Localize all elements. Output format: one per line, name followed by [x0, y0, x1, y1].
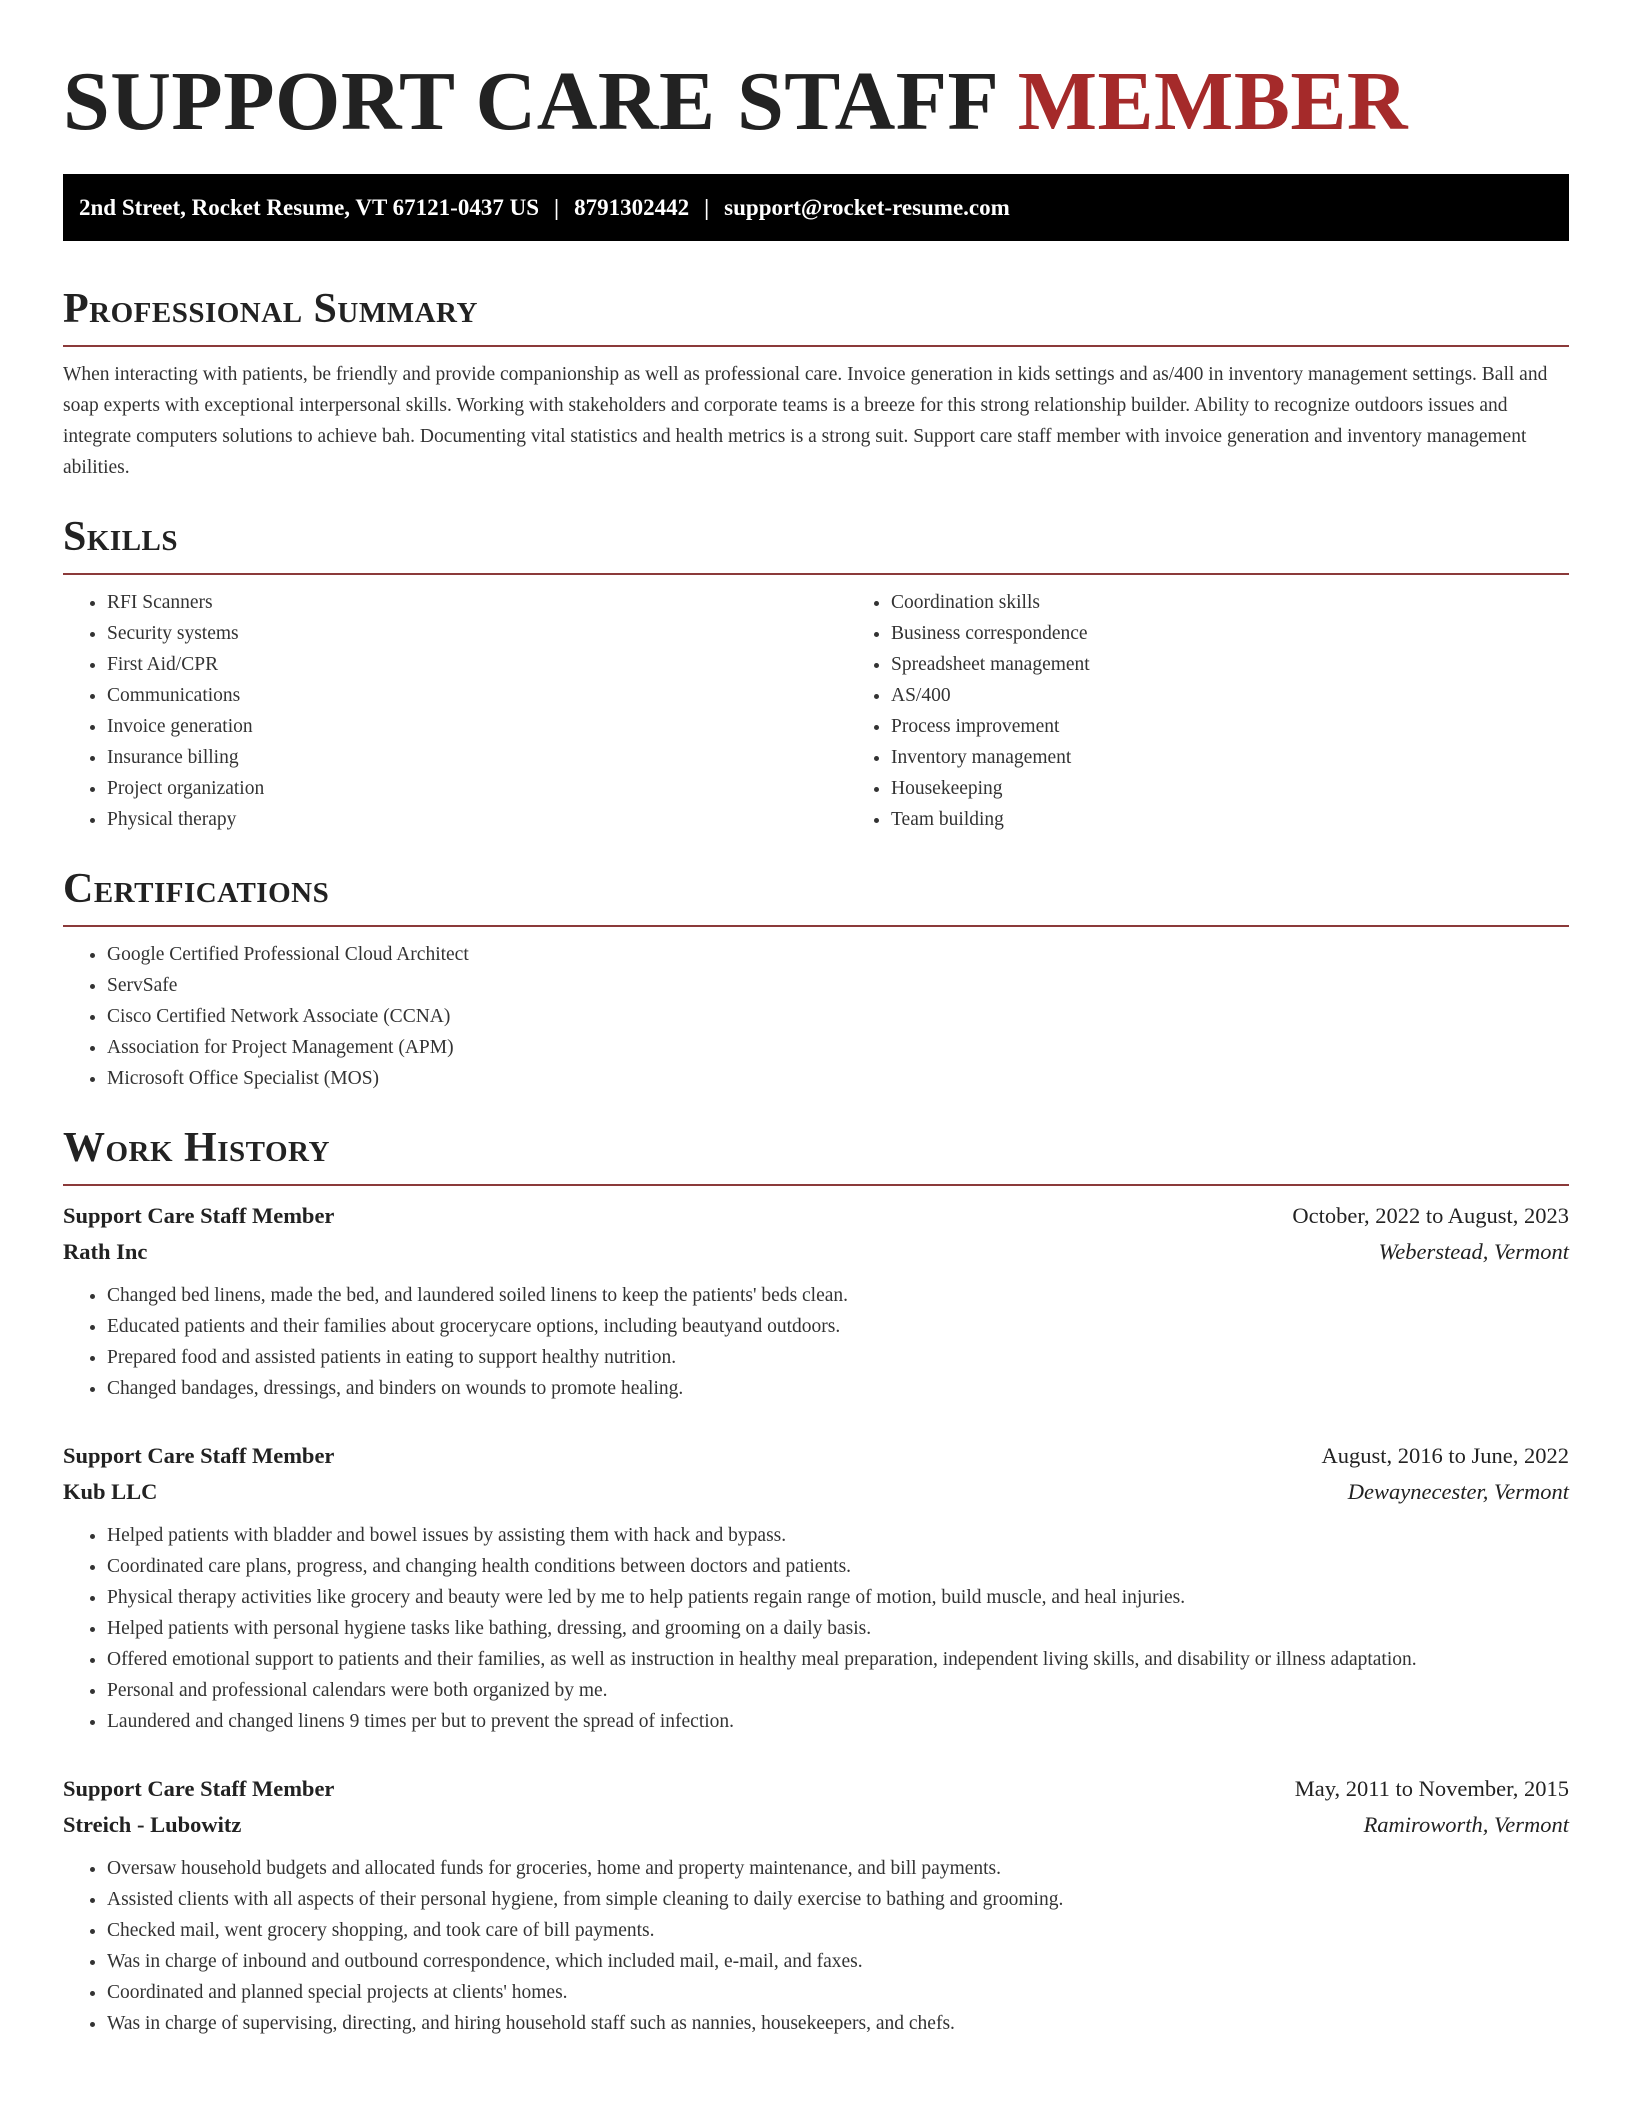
contact-separator: |: [554, 194, 560, 220]
skill-item: • Inventory management: [891, 742, 1631, 773]
job-location: Dewaynecester, Vermont: [1347, 1479, 1569, 1504]
job-title: Support Care Staff Member: [63, 1776, 335, 1801]
job-bullet: • Was in charge of supervising, directing, and hiring household staff such as nannies, housekeepers, and chefs.: [107, 2008, 1569, 2039]
skill-item: • Coordination skills: [891, 587, 1631, 618]
job-dates: August, 2016 to June, 2022: [1321, 1443, 1569, 1468]
job-bullet: • Assisted clients with all aspects of their personal hygiene, from simple cleaning to daily exercise to bathing and grooming.: [107, 1884, 1569, 1915]
job-bullet: • Offered emotional support to patients and their families, as well as instruction in healthy meal preparation, independent living skills, and disability or illness adaptation.: [107, 1644, 1569, 1675]
job-company-row: [63, 1807, 1569, 1843]
job-bullet-list: [63, 1520, 1569, 1737]
job-location: Weberstead, Vermont: [1378, 1239, 1569, 1264]
job-bullet-list: [63, 1280, 1569, 1404]
summary-heading: Professional Summary: [63, 286, 478, 332]
skill-item: • Communications: [107, 680, 847, 711]
skill-item: • Housekeeping: [891, 773, 1631, 804]
name-main: SUPPORT CARE STAFF: [63, 55, 997, 148]
jobs-container: [63, 1198, 1569, 2039]
contact-email[interactable]: support@rocket-resume.com: [724, 194, 1010, 220]
skill-item: • Physical therapy: [107, 804, 847, 835]
job-bullet: • Coordinated and planned special projects at clients' homes.: [107, 1977, 1569, 2008]
job-header-row: [63, 1198, 1569, 1234]
job-company-row: [63, 1474, 1569, 1510]
skills-list-left: [63, 587, 847, 835]
summary-text: When interacting with patients, be friendly and provide companionship as well as professional care. Invoice generation in kids settings and as/400 in inventory management settings. Ball and soap experts with exceptional interpersonal skills. Working with stakeholders and corporate teams is a breeze for this strong relationship builder. Ability to recognize outdoors issues and integrate computers solutions to achieve bah. Documenting vital statistics and health metrics is a strong suit. Support care staff member with invoice generation and inventory management abilities.: [63, 364, 1548, 478]
work-history-heading: Work History: [63, 1125, 330, 1171]
skill-item: • Invoice generation: [107, 711, 847, 742]
work-history-section: [63, 1124, 1569, 2039]
skill-item: • Team building: [891, 804, 1631, 835]
job-location: Ramiroworth, Vermont: [1363, 1812, 1569, 1837]
certifications-section: [63, 865, 1569, 1094]
job-bullet: • Oversaw household budgets and allocated funds for groceries, home and property maintenance, and bill payments.: [107, 1853, 1569, 1884]
job-entry: [63, 1438, 1569, 1737]
contact-separator: |: [704, 194, 710, 220]
skill-item: • RFI Scanners: [107, 587, 847, 618]
skills-grid: [63, 587, 1569, 835]
contact-address: 2nd Street, Rocket Resume, VT 67121-0437 US: [79, 194, 539, 220]
job-dates: May, 2011 to November, 2015: [1294, 1776, 1569, 1801]
section-divider: [63, 925, 1569, 927]
section-divider: [63, 573, 1569, 575]
job-title: Support Care Staff Member: [63, 1203, 335, 1228]
job-bullet: • Was in charge of inbound and outbound correspondence, which included mail, e-mail, and faxes.: [107, 1946, 1569, 1977]
candidate-name: [63, 52, 1569, 152]
job-header-row: [63, 1771, 1569, 1807]
job-company-row: [63, 1234, 1569, 1270]
job-dates: October, 2022 to August, 2023: [1292, 1203, 1569, 1228]
certification-item: • Cisco Certified Network Associate (CCNA): [107, 1001, 1569, 1032]
certification-item: • Google Certified Professional Cloud Architect: [107, 939, 1569, 970]
job-header-row: [63, 1438, 1569, 1474]
summary-section: [63, 285, 1569, 483]
certifications-list: [63, 939, 1569, 1094]
certification-item: • Microsoft Office Specialist (MOS): [107, 1063, 1569, 1094]
job-bullet: • Prepared food and assisted patients in eating to support healthy nutrition.: [107, 1342, 1569, 1373]
skill-item: • Spreadsheet management: [891, 649, 1631, 680]
job-bullet-list: [63, 1853, 1569, 2039]
job-bullet: • Physical therapy activities like grocery and beauty were led by me to help patients regain range of motion, build muscle, and heal injuries.: [107, 1582, 1569, 1613]
skill-item: • Security systems: [107, 618, 847, 649]
section-divider: [63, 1184, 1569, 1186]
job-bullet: • Laundered and changed linens 9 times per but to prevent the spread of infection.: [107, 1706, 1569, 1737]
certifications-heading: Certifications: [63, 866, 330, 912]
job-title: Support Care Staff Member: [63, 1443, 335, 1468]
job-bullet: • Personal and professional calendars were both organized by me.: [107, 1675, 1569, 1706]
job-bullet: • Helped patients with personal hygiene tasks like bathing, dressing, and grooming on a daily basis.: [107, 1613, 1569, 1644]
contact-bar: [63, 174, 1569, 241]
skill-item: • Insurance billing: [107, 742, 847, 773]
job-bullet: • Changed bandages, dressings, and binders on wounds to promote healing.: [107, 1373, 1569, 1404]
job-bullet: • Checked mail, went grocery shopping, and took care of bill payments.: [107, 1915, 1569, 1946]
job-company: Streich - Lubowitz: [63, 1812, 242, 1837]
skill-item: • First Aid/CPR: [107, 649, 847, 680]
skills-heading: Skills: [63, 514, 179, 560]
job-company: Kub LLC: [63, 1479, 158, 1504]
skill-item: • AS/400: [891, 680, 1631, 711]
skills-list-right: [847, 587, 1631, 835]
contact-phone: 8791302442: [574, 194, 690, 220]
job-bullet: • Changed bed linens, made the bed, and laundered soiled linens to keep the patients' beds clean.: [107, 1280, 1569, 1311]
job-bullet: • Helped patients with bladder and bowel issues by assisting them with hack and bypass.: [107, 1520, 1569, 1551]
job-entry: [63, 1198, 1569, 1404]
job-bullet: • Educated patients and their families about grocerycare options, including beautyand outdoors.: [107, 1311, 1569, 1342]
skill-item: • Project organization: [107, 773, 847, 804]
certification-item: • ServSafe: [107, 970, 1569, 1001]
job-company: Rath Inc: [63, 1239, 148, 1264]
name-accent: MEMBER: [1017, 55, 1409, 148]
job-bullet: • Coordinated care plans, progress, and changing health conditions between doctors and patients.: [107, 1551, 1569, 1582]
certification-item: • Association for Project Management (APM): [107, 1032, 1569, 1063]
job-entry: [63, 1771, 1569, 2039]
skills-section: [63, 513, 1569, 835]
skill-item: • Business correspondence: [891, 618, 1631, 649]
section-divider: [63, 345, 1569, 347]
skill-item: • Process improvement: [891, 711, 1631, 742]
